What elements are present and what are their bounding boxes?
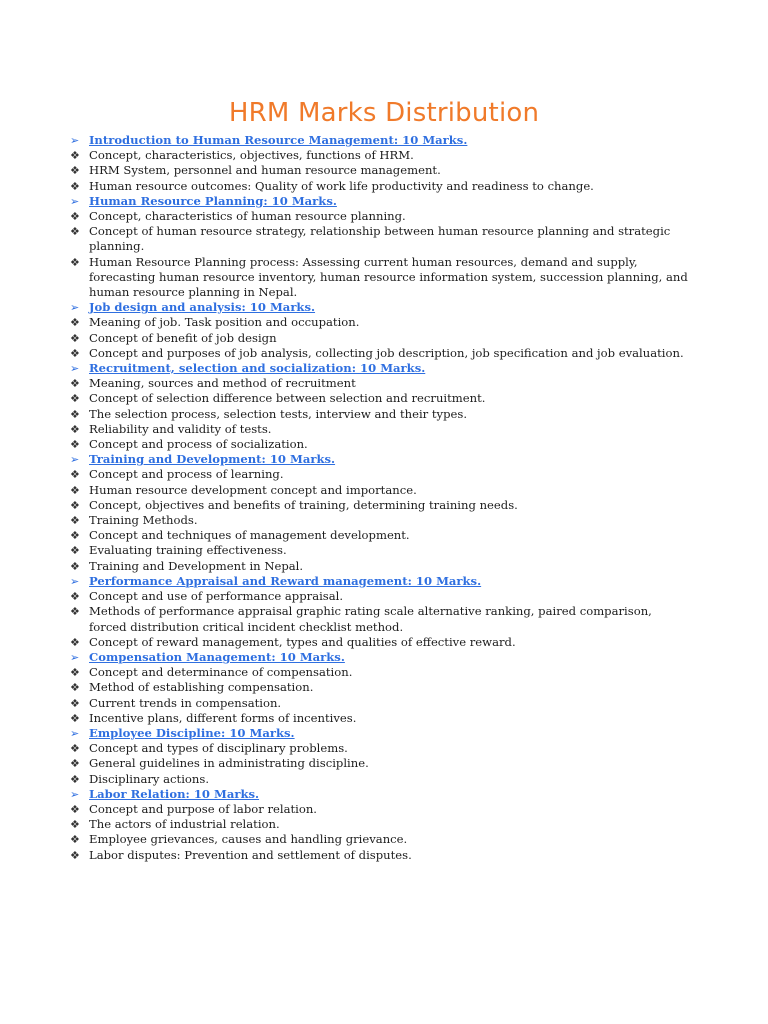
list-item (70, 680, 690, 695)
list-item-text: Concept, characteristics of human resource planning. (89, 209, 406, 224)
list-item (70, 772, 690, 787)
list-item (70, 741, 690, 756)
list-item-text: The selection process, selection tests, interview and their types. (89, 406, 468, 421)
list-item (70, 848, 690, 863)
marks-list (70, 133, 690, 863)
list-item-text: Disciplinary actions. (89, 771, 210, 786)
list-item (70, 179, 690, 194)
diamond-bullet-icon: ❖ (70, 529, 80, 543)
list-item-text: Concept of reward management, types and qualities of effective reward. (89, 634, 516, 649)
list-item-text: Concept, objectives and benefits of training, determining training needs. (89, 497, 518, 512)
list-item-text: Concept and process of socialization. (89, 437, 308, 452)
diamond-bullet-icon: ❖ (70, 377, 80, 391)
page-title: HRM Marks Distribution (228, 98, 540, 128)
list-item (70, 559, 690, 574)
list-item (70, 315, 690, 330)
list-item-text: Concept and determinance of compensation. (89, 665, 353, 680)
list-item-text: Human resource outcomes: Quality of work life productivity and readiness to change. (89, 178, 594, 193)
section-heading-text: Employee Discipline: 10 Marks. (89, 725, 295, 740)
section-heading (70, 574, 690, 589)
section-heading-text: Job design and analysis: 10 Marks. (89, 300, 316, 315)
section-heading-text: Human Resource Planning: 10 Marks. (89, 193, 337, 208)
list-item (70, 148, 690, 163)
list-item (70, 224, 690, 254)
list-item (70, 589, 690, 604)
list-item-text: Concept of selection difference between selection and recruitment. (89, 391, 486, 406)
diamond-bullet-icon: ❖ (70, 149, 80, 163)
section-heading-text: Compensation Management: 10 Marks. (89, 649, 345, 664)
diamond-bullet-icon: ❖ (70, 848, 80, 862)
list-item-text: Methods of performance appraisal graphic rating scale alternative ranking, paired comparison, forced distribution critical incident checklist method. (89, 604, 652, 634)
section-heading-text: Training and Development: 10 Marks. (89, 452, 336, 467)
diamond-bullet-icon: ❖ (70, 164, 80, 178)
arrow-bullet-icon: ➢ (70, 726, 80, 740)
diamond-bullet-icon: ❖ (70, 590, 80, 604)
list-item (70, 498, 690, 513)
list-item-text: Training Methods. (89, 513, 198, 528)
list-item-text: Concept and types of disciplinary problems. (89, 741, 348, 756)
diamond-bullet-icon: ❖ (70, 225, 80, 239)
arrow-bullet-icon: ➢ (70, 453, 80, 467)
list-item (70, 437, 690, 452)
diamond-bullet-icon: ❖ (70, 210, 80, 224)
list-item-text: Human Resource Planning process: Assessing current human resources, demand and supply, forecasting human resource inventory, human resource information system, succession planning, and human resource planning in Nepal. (89, 254, 688, 300)
list-item-text: Human resource development concept and importance. (89, 482, 417, 497)
arrow-bullet-icon: ➢ (70, 301, 80, 315)
list-item-text: Concept and purposes of job analysis, collecting job description, job specification and job evaluation. (89, 345, 684, 360)
diamond-bullet-icon: ❖ (70, 316, 80, 330)
section-heading (70, 194, 690, 209)
section-heading (70, 650, 690, 665)
diamond-bullet-icon: ❖ (70, 392, 80, 406)
diamond-bullet-icon: ❖ (70, 802, 80, 816)
list-item (70, 711, 690, 726)
section-heading-text: Introduction to Human Resource Management: 10 Marks. (89, 133, 468, 147)
list-item (70, 483, 690, 498)
diamond-bullet-icon: ❖ (70, 681, 80, 695)
list-item (70, 255, 690, 301)
list-item-text: Labor disputes: Prevention and settlement of disputes. (89, 847, 412, 862)
list-item-text: Meaning of job. Task position and occupation. (89, 315, 360, 330)
list-item (70, 665, 690, 680)
arrow-bullet-icon: ➢ (70, 362, 80, 376)
section-heading (70, 787, 690, 802)
arrow-bullet-icon: ➢ (70, 787, 80, 801)
list-item-text: Concept and process of learning. (89, 467, 284, 482)
diamond-bullet-icon: ❖ (70, 742, 80, 756)
section-heading-text: Labor Relation: 10 Marks. (89, 786, 260, 801)
diamond-bullet-icon: ❖ (70, 179, 80, 193)
list-item (70, 696, 690, 711)
arrow-bullet-icon: ➢ (70, 194, 80, 208)
list-item (70, 817, 690, 832)
list-item-text: Method of establishing compensation. (89, 680, 314, 695)
diamond-bullet-icon: ❖ (70, 559, 80, 573)
list-item (70, 346, 690, 361)
diamond-bullet-icon: ❖ (70, 498, 80, 512)
list-item (70, 376, 690, 391)
diamond-bullet-icon: ❖ (70, 757, 80, 771)
list-item (70, 209, 690, 224)
diamond-bullet-icon: ❖ (70, 711, 80, 725)
list-item (70, 604, 690, 634)
section-heading (70, 133, 690, 148)
diamond-bullet-icon: ❖ (70, 331, 80, 345)
diamond-bullet-icon: ❖ (70, 833, 80, 847)
diamond-bullet-icon: ❖ (70, 544, 80, 558)
diamond-bullet-icon: ❖ (70, 514, 80, 528)
diamond-bullet-icon: ❖ (70, 635, 80, 649)
list-item (70, 163, 690, 178)
arrow-bullet-icon: ➢ (70, 134, 80, 147)
list-item-text: Meaning, sources and method of recruitment (89, 376, 356, 391)
section-heading (70, 361, 690, 376)
list-item-text: Concept and use of performance appraisal. (89, 589, 344, 604)
arrow-bullet-icon: ➢ (70, 574, 80, 588)
list-item (70, 467, 690, 482)
section-heading-text: Performance Appraisal and Reward management: 10 Marks. (89, 573, 482, 588)
list-item (70, 528, 690, 543)
list-item-text: Training and Development in Nepal. (89, 558, 304, 573)
diamond-bullet-icon: ❖ (70, 483, 80, 497)
list-item (70, 543, 690, 558)
list-item (70, 802, 690, 817)
arrow-bullet-icon: ➢ (70, 650, 80, 664)
list-item-text: Concept and techniques of management development. (89, 528, 410, 543)
list-item-text: Reliability and validity of tests. (89, 421, 272, 436)
diamond-bullet-icon: ❖ (70, 438, 80, 452)
section-heading-text: Recruitment, selection and socialization: 10 Marks. (89, 361, 426, 376)
list-item-text: Concept and purpose of labor relation. (89, 801, 317, 816)
diamond-bullet-icon: ❖ (70, 605, 80, 619)
list-item (70, 756, 690, 771)
list-item-text: The actors of industrial relation. (89, 817, 280, 832)
section-heading (70, 726, 690, 741)
section-heading (70, 300, 690, 315)
list-item (70, 635, 690, 650)
list-item-text: Current trends in compensation. (89, 695, 282, 710)
list-item-text: Incentive plans, different forms of incentives. (89, 710, 357, 725)
list-item (70, 407, 690, 422)
diamond-bullet-icon: ❖ (70, 346, 80, 360)
diamond-bullet-icon: ❖ (70, 696, 80, 710)
list-item (70, 422, 690, 437)
diamond-bullet-icon: ❖ (70, 818, 80, 832)
list-item (70, 391, 690, 406)
list-item-text: General guidelines in administrating discipline. (89, 756, 369, 771)
diamond-bullet-icon: ❖ (70, 666, 80, 680)
list-item-text: Concept of human resource strategy, relationship between human resource planning and strategic planning. (89, 224, 671, 254)
diamond-bullet-icon: ❖ (70, 422, 80, 436)
list-item (70, 331, 690, 346)
list-item (70, 513, 690, 528)
diamond-bullet-icon: ❖ (70, 468, 80, 482)
list-item-text: Evaluating training effectiveness. (89, 543, 287, 558)
list-item-text: HRM System, personnel and human resource management. (89, 163, 441, 178)
list-item-text: Concept of benefit of job design (89, 330, 277, 345)
diamond-bullet-icon: ❖ (70, 407, 80, 421)
diamond-bullet-icon: ❖ (70, 255, 80, 269)
list-item (70, 832, 690, 847)
diamond-bullet-icon: ❖ (70, 772, 80, 786)
list-item-text: Employee grievances, causes and handling grievance. (89, 832, 408, 847)
list-item-text: Concept, characteristics, objectives, functions of HRM. (89, 148, 414, 163)
section-heading (70, 452, 690, 467)
